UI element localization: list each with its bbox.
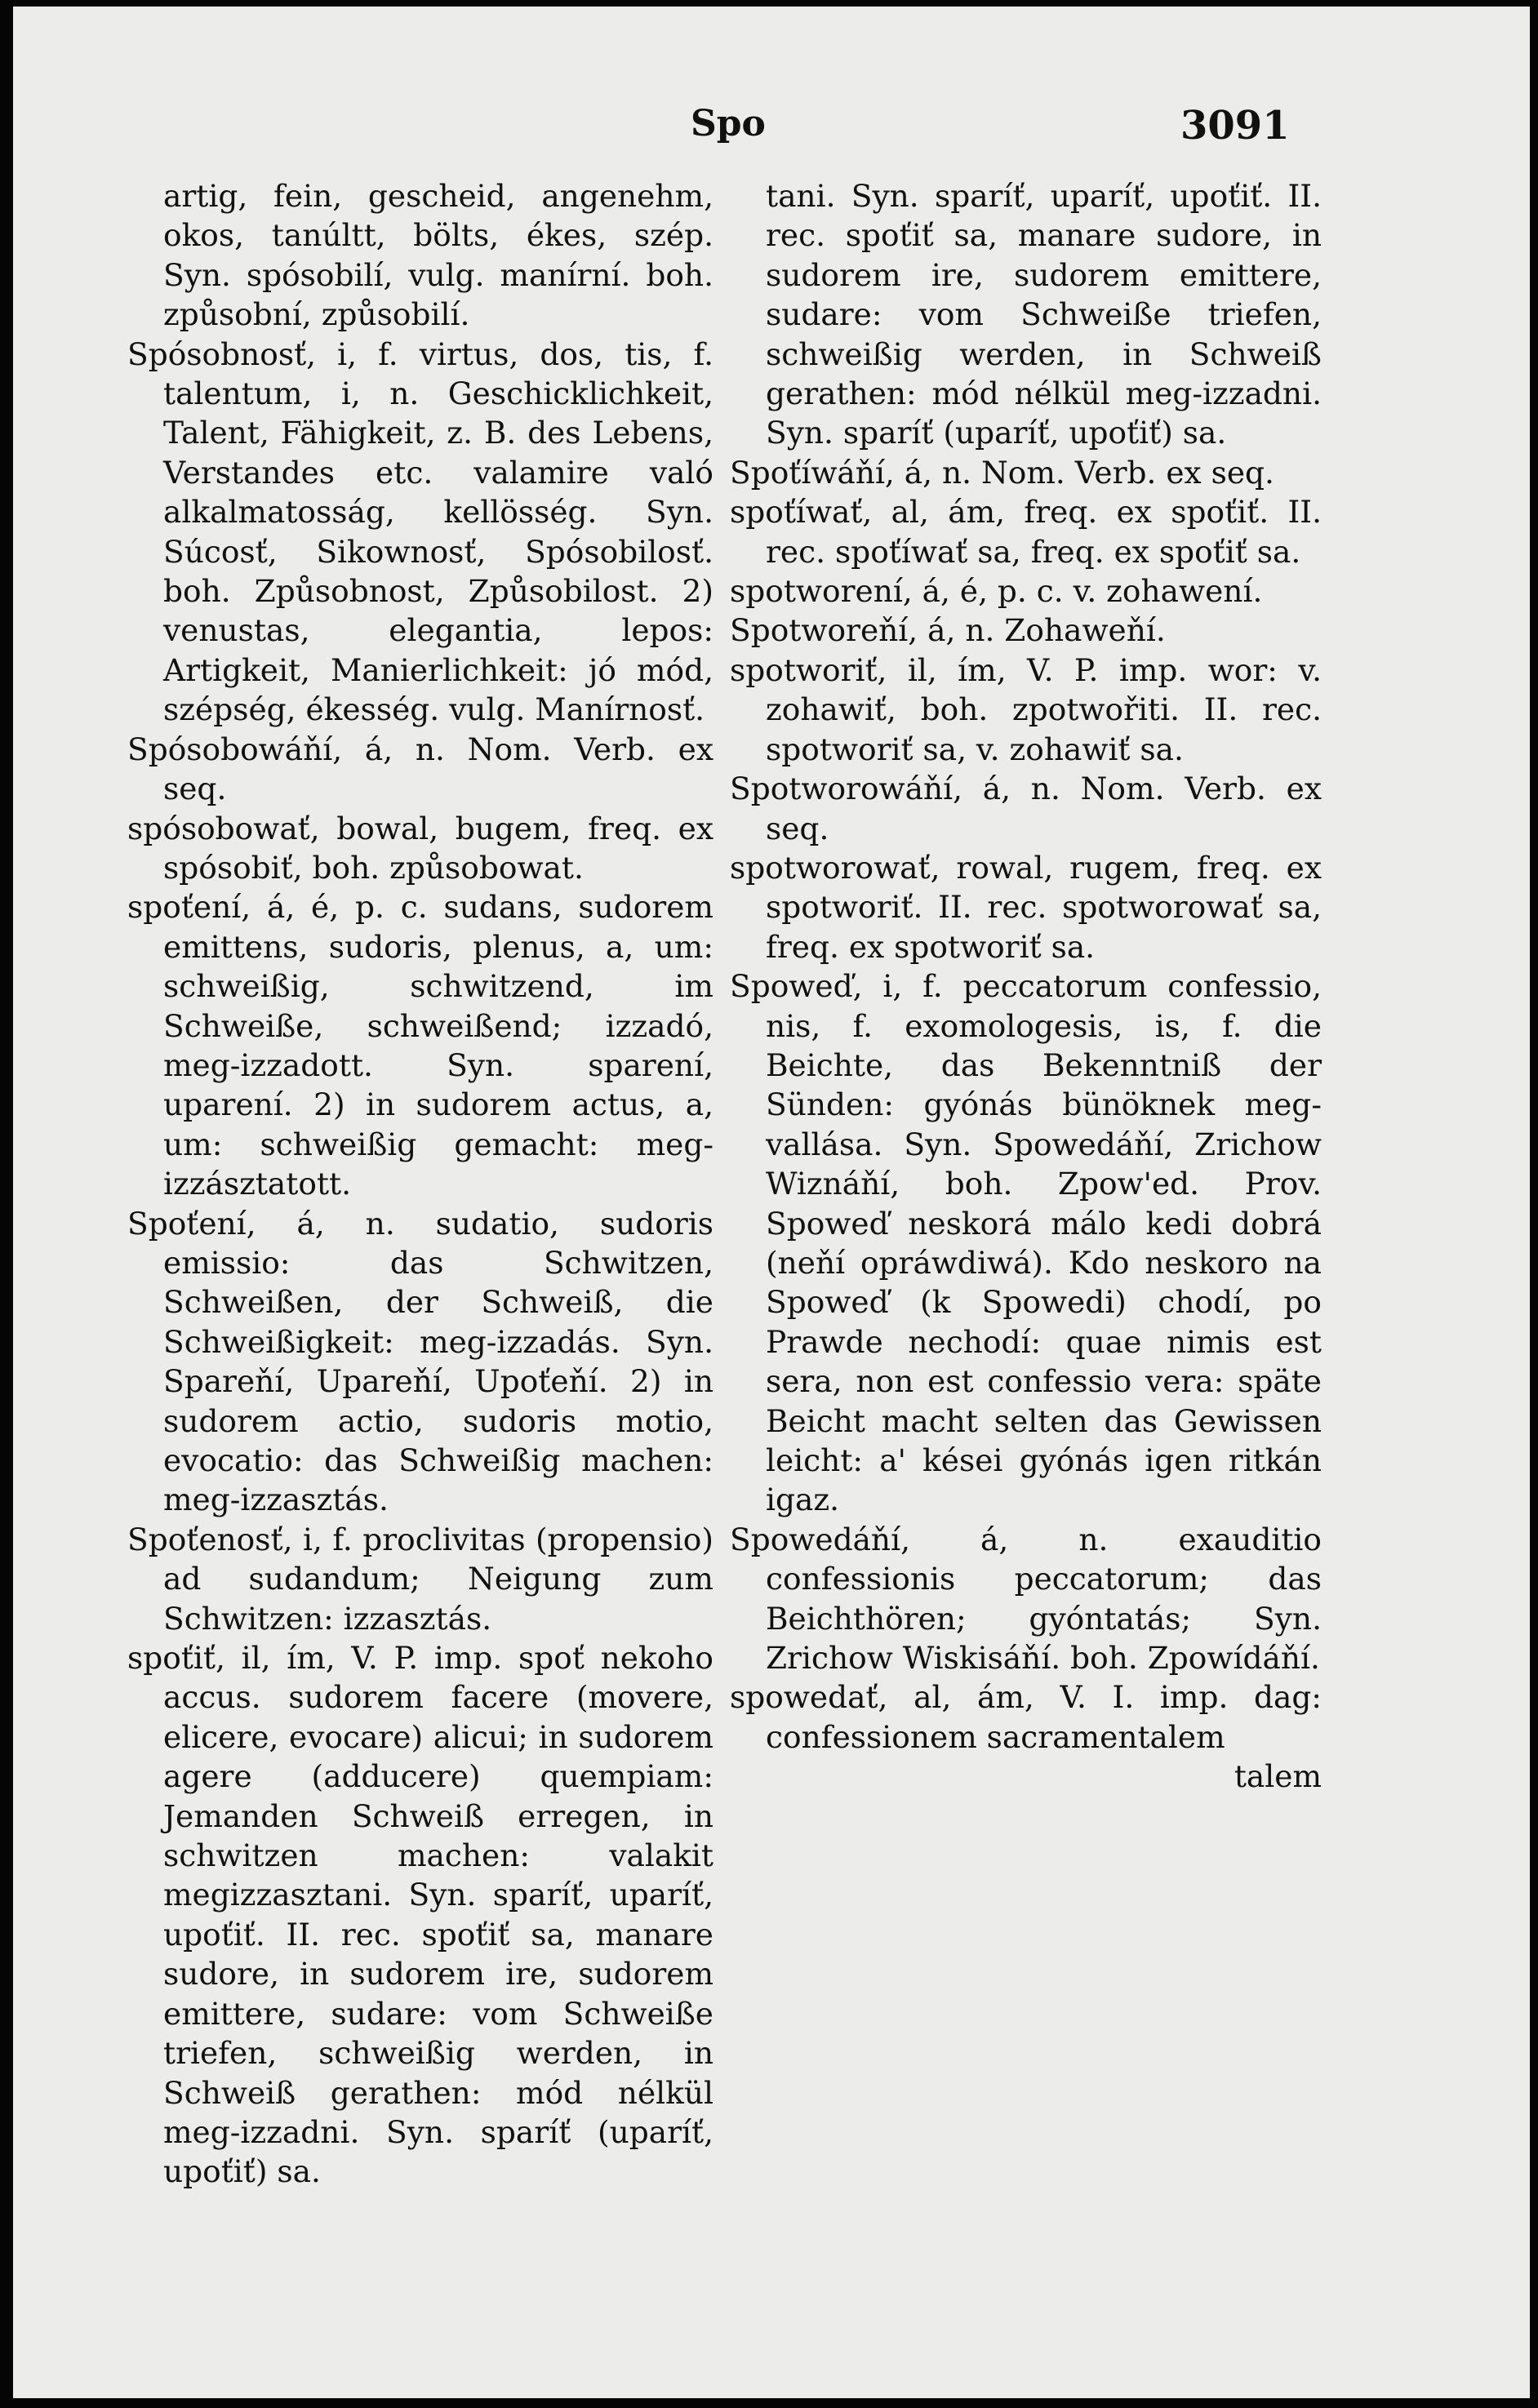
guide-word: Spo	[691, 103, 766, 144]
entry: spoťíwať, al, ám, freq. ex spoťiť. II. rec. spoťíwať sa, freq. ex spoťiť sa.	[730, 494, 1322, 570]
entry: Spoťíwáňí, á, n. Nom. Verb. ex seq.	[730, 454, 1274, 491]
entry: spósobowať, bowal, bugem, freq. ex spósobiť, boh. způsobowat.	[127, 810, 713, 886]
entry: Spowedáňí, á, n. exauditio confessionis peccatorum; das Beichthören; gyóntatás; Syn. Zrichow Wiskisáňí. boh. Zpowídáňí.	[730, 1521, 1322, 1677]
entry: spotworiť, il, ím, V. P. imp. wor: v. zohawiť, boh. zpotwořiti. II. rec. spotworiť sa, v. zohawiť sa.	[730, 651, 1322, 767]
entry: spoťení, á, é, p. c. sudans, sudorem emittens, sudoris, plenus, a, um: schweißig, schwitzend, im Schweiße, schweißend; izzadó, meg-izzadott. Syn. sparení, uparení. 2) in sudorem actus, a, um: schweißig gemacht: meg-izzásztatott.	[127, 889, 713, 1202]
entry: spoťiť, il, ím, V. P. imp. spoť nekoho accus. sudorem facere (movere, elicere, evocare) alicui; in sudorem agere (adducere) quempiam: Jemanden Schweiß erregen, in schwitzen machen: valakit megizzasztani. Syn. sparíť, uparíť, upoťiť. II. rec. spoťiť sa, manare sudore, in sudorem ire, sudorem emittere, sudare: vom Schweiße triefen, schweißig werden, in Schweiß gerathen: mód nélkül meg-izzadni. Syn. sparíť (uparíť, upoťiť) sa.	[127, 1640, 713, 2190]
page-header	[13, 103, 1530, 160]
entry: spotworení, á, é, p. c. v. zohawení.	[730, 573, 1263, 610]
entry: Spósobowáňí, á, n. Nom. Verb. ex seq.	[127, 731, 713, 807]
entry: Spósobnosť, i, f. virtus, dos, tis, f. talentum, i, n. Geschicklichkeit, Talent, Fähigkeit, z. B. des Lebens, Verstandes etc. valamire való alkalmatosság, kellösség. Syn. Súcosť, Sikownosť, Spósobilosť. boh. Způsobnost, Způsobilost. 2) venustas, elegantia, lepos: Artigkeit, Manierlichkeit: jó mód, szépség, ékesség. vulg. Manírnosť.	[127, 335, 713, 728]
entry: Spoťení, á, n. sudatio, sudoris emissio: das Schwitzen, Schweißen, der Schweiß, die Schweißigkeit: meg-izzadás. Syn. Spareňí, Upareňí, Upoťeňí. 2) in sudorem actio, sudoris motio, evocatio: das Schweißig machen: meg-izzasztás.	[127, 1205, 713, 1518]
entry-text: spowedať, al, ám, V. I. imp. dag: confessionem sacramentalem	[730, 1679, 1322, 1755]
page-number: 3091	[1180, 103, 1290, 149]
entry	[730, 1677, 1322, 1796]
entry: Spoťenosť, i, f. proclivitas (propensio) ad sudandum; Neigung zum Schwitzen: izzasztás.	[127, 1521, 713, 1637]
dictionary-page	[13, 7, 1530, 2398]
entry: Spotworowáňí, á, n. Nom. Verb. ex seq.	[730, 771, 1322, 846]
entry-last-line: talem	[1234, 1758, 1322, 1795]
entry: Spotworeňí, á, n. Zohaweňí.	[730, 612, 1166, 649]
left-column	[127, 176, 713, 2266]
entry: tani. Syn. sparíť, uparíť, upoťiť. II. rec. spoťiť sa, manare sudore, in sudorem ire, sudorem emittere, sudare: vom Schweiße triefen, schweißig werden, in Schweiß gerathen: mód nélkül meg-izzadni. Syn. sparíť (uparíť, upoťiť) sa.	[766, 178, 1322, 451]
right-column	[730, 176, 1322, 2266]
entry: artig, fein, gescheid, angenehm, okos, tanúltt, bölts, ékes, szép. Syn. spósobilí, vulg. manírní. boh. způsobní, způsobilí.	[163, 178, 713, 333]
entry: spotworowať, rowal, rugem, freq. ex spotworiť. II. rec. spotworowať sa, freq. ex spotworiť sa.	[730, 849, 1322, 965]
entry: Spoweď, i, f. peccatorum confessio, nis, f. exomologesis, is, f. die Beichte, das Bekenntniß der Sünden: gyónás bünöknek meg-vallása. Syn. Spowedáňí, Zrichow Wiznáňí, boh. Zpow'ed. Prov. Spoweď neskorá málo kedi dobrá (neňí opráwdiwá). Kdo neskoro na Spoweď (k Spowedi) chodí, po Prawde nechodí: quae nimis est sera, non est confessio vera: späte Beicht macht selten das Gewissen leicht: a' kései gyónás igen ritkán igaz.	[730, 968, 1322, 1518]
